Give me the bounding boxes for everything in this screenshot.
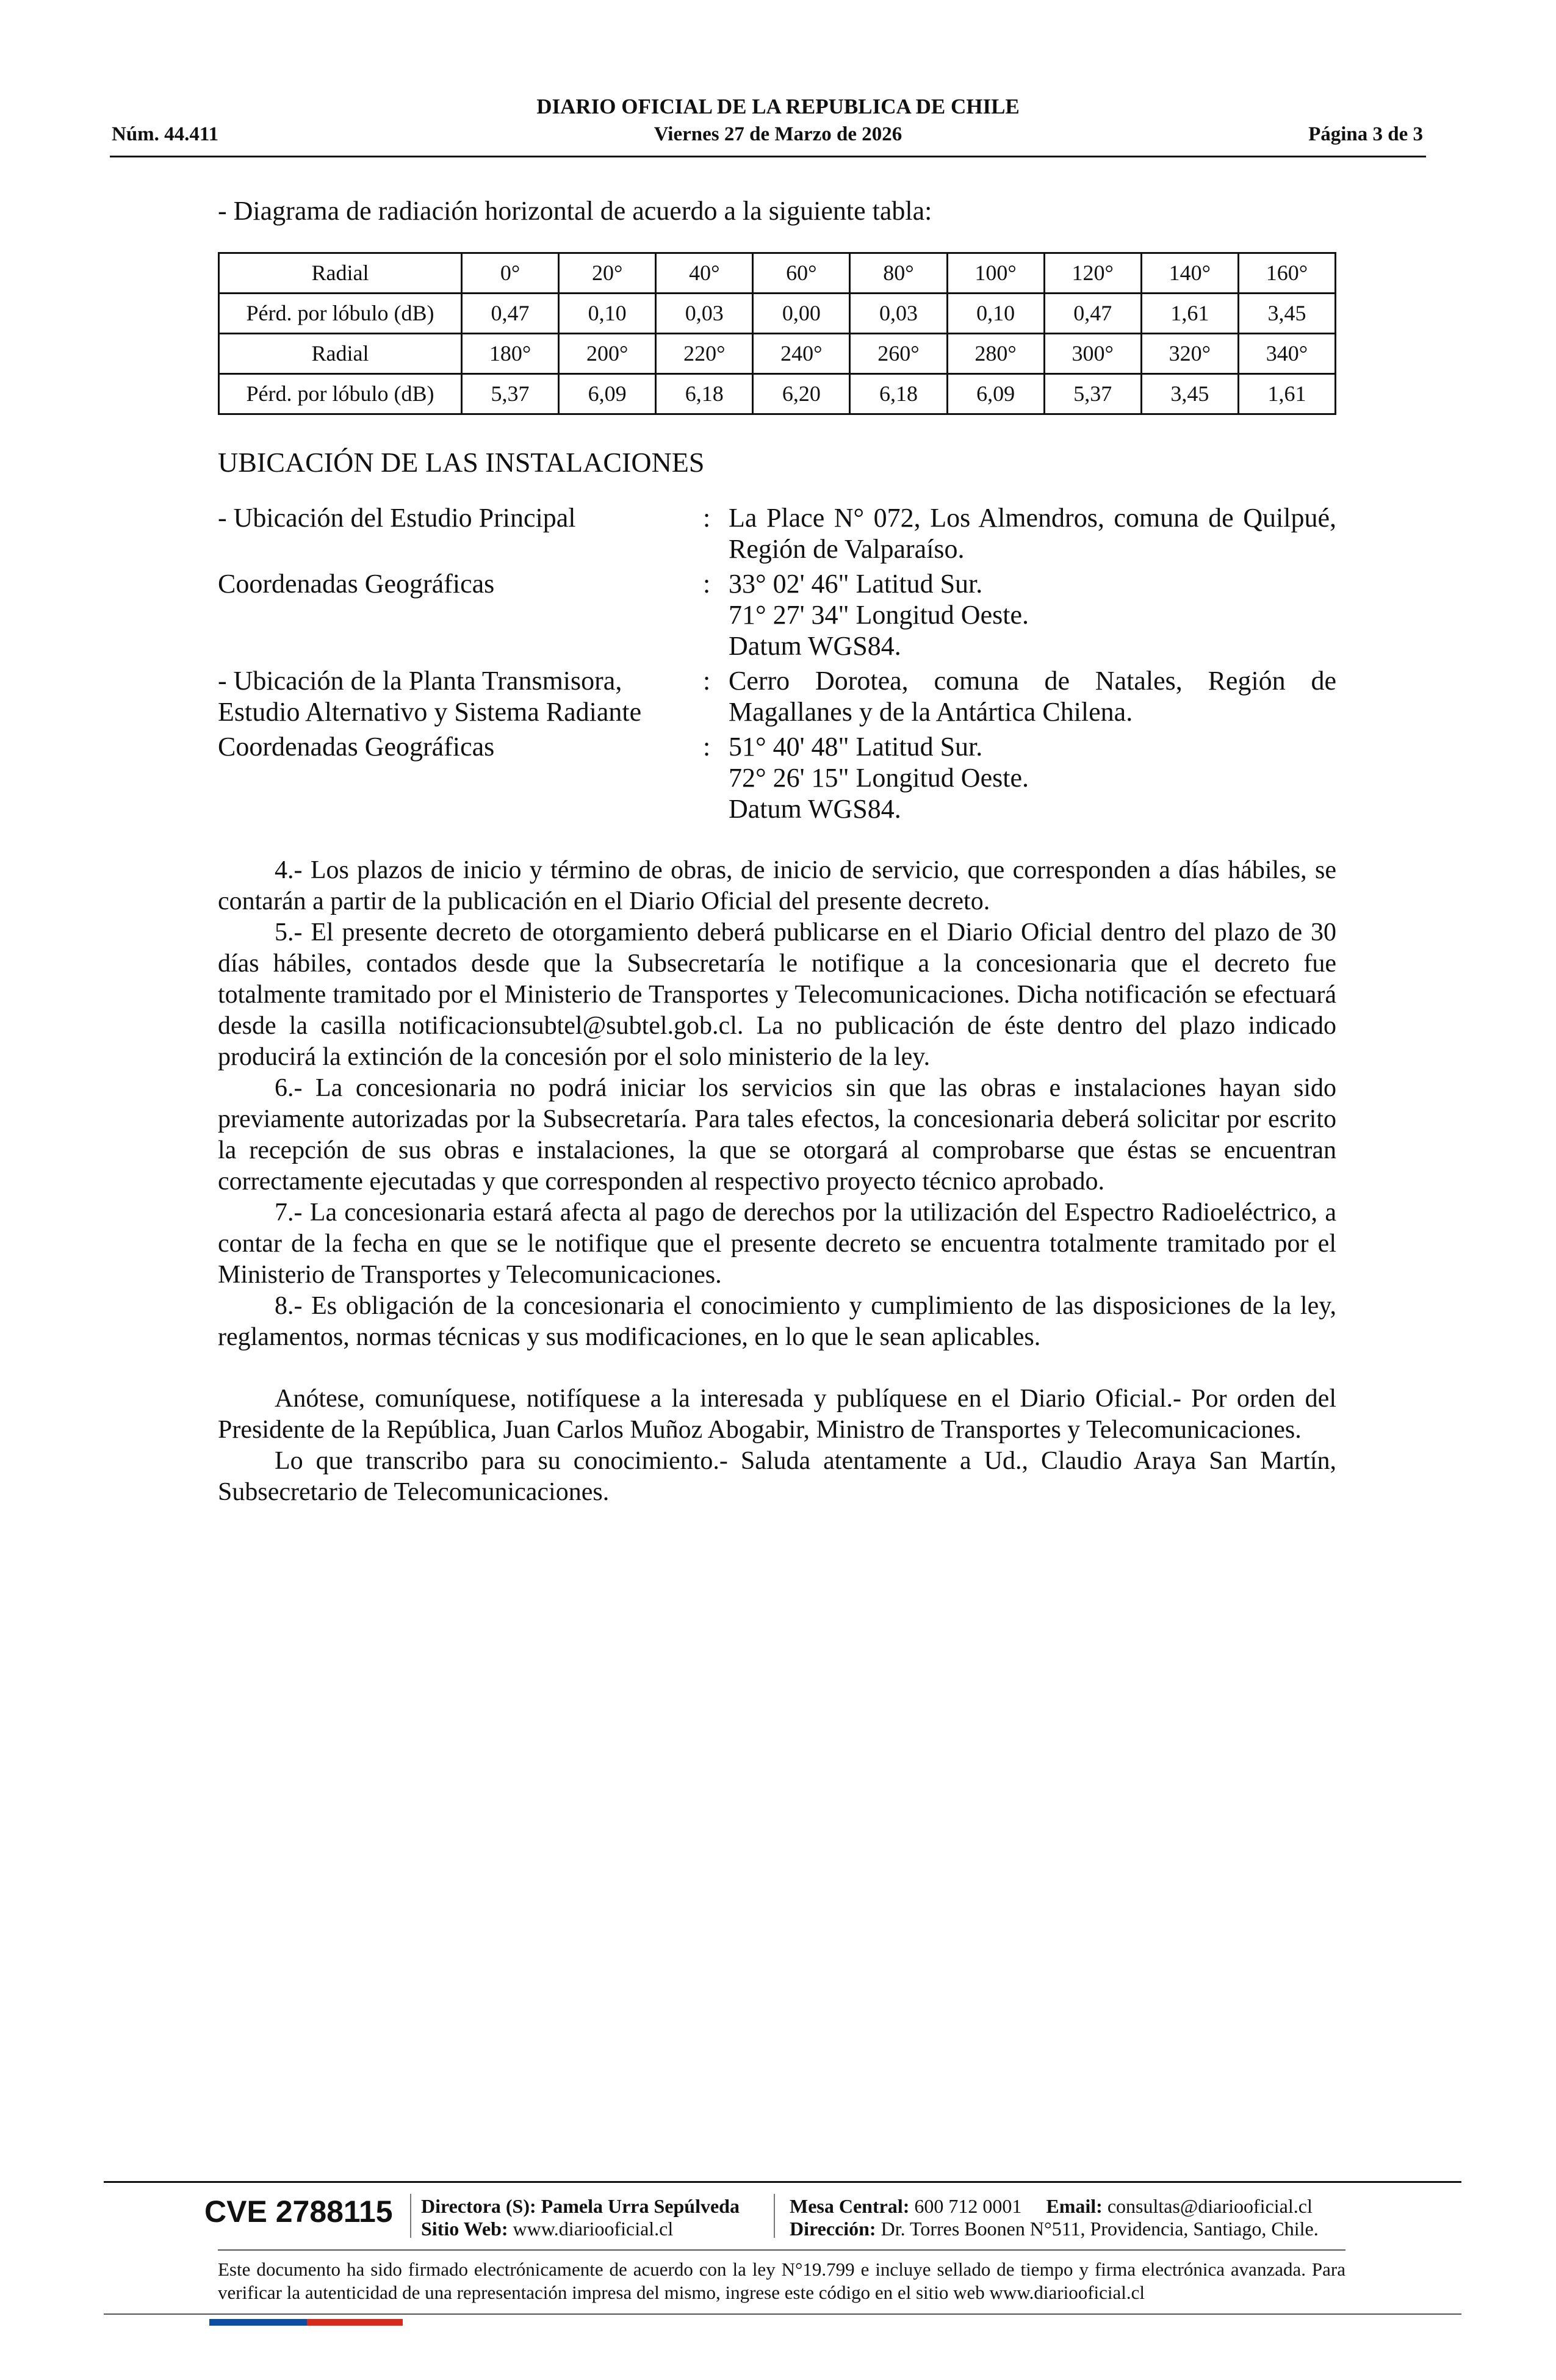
plant-longitude: 72° 26' 15" Longitud Oeste. xyxy=(729,763,1029,793)
footer-divider xyxy=(218,2249,1345,2251)
table-row xyxy=(219,374,1336,414)
address-value: Dr. Torres Boonen N°511, Providencia, Santiago, Chile. xyxy=(881,2218,1319,2240)
colon: : xyxy=(703,732,711,762)
articles xyxy=(218,855,1336,1508)
article-7: 7.- La concesionaria estará afecta al pago de derechos por la utilización del Espectro Radioeléctrico, a contar de la fecha en que se le notifique que el presente decreto se encuentra totalmente tramitado por el Ministerio de Transportes y Telecomunicaciones. xyxy=(218,1199,1336,1289)
footer-contacts-right xyxy=(790,2195,1319,2240)
table-cell: 160° xyxy=(1238,253,1335,294)
colon: : xyxy=(703,569,711,599)
studio-latitude: 33° 02' 46" Latitud Sur. xyxy=(729,569,983,599)
studio-coords-row xyxy=(218,568,1336,662)
signature-notice: Este documento ha sido firmado electrónicamente de acuerdo con la ley N°19.799 e incluye sellado de tiempo y firma electrónica avanzada. Para verificar la autenticidad de una representación impresa del mismo, ingrese este código en el sitio web www.diariooficial.cl xyxy=(218,2259,1345,2303)
table-cell: 60° xyxy=(753,253,850,294)
closing-paragraph: Anótese, comuníquese, notifíquese a la interesada y publíquese en el Diario Oficial.- Por orden del Presidente de la República, Juan Carlos Muñoz Abogabir, Ministro de Transportes y Telecomunicaciones. xyxy=(218,1385,1336,1444)
plant-datum: Datum WGS84. xyxy=(729,794,901,824)
table-cell: 5,37 xyxy=(462,374,559,414)
article-5: 5.- El presente decreto de otorgamiento deberá publicarse en el Diario Oficial dentro del plazo de 30 días hábiles, contados desde que la Subsecretaría le notifique a la concesionaria que el decreto fue totalmente tramitado por el Ministerio de Transportes y Telecomunicaciones. Dicha notificación se efectuará desde la casilla notificacionsubtel@subtel.gob.cl. La no publicación de éste dentro del plazo indicado producirá la extinción de la concesión por el solo ministerio de la ley. xyxy=(218,918,1336,1071)
cve-code: CVE 2788115 xyxy=(204,2194,393,2229)
studio-datum: Datum WGS84. xyxy=(729,631,901,661)
email-link[interactable]: consultas@diariooficial.cl xyxy=(1107,2195,1313,2217)
article-6: 6.- La concesionaria no podrá iniciar los servicios sin que las obras e instalaciones hayan sido previamente autorizadas por la Subsecretaría. Para tales efectos, la concesionaria deberá solicitar por escrito la recepción de sus obras e instalaciones, la que se otorgará al comprobarse que éstas se encuentran correctamente ejecutadas y que corresponden al respectivo proyecto técnico aprobado. xyxy=(218,1074,1336,1195)
table-cell: 140° xyxy=(1141,253,1238,294)
colon: : xyxy=(703,503,711,533)
footer-separator xyxy=(410,2194,411,2238)
table-cell: 6,18 xyxy=(656,374,753,414)
table-cell: 1,61 xyxy=(1238,374,1335,414)
footer-separator xyxy=(774,2194,775,2238)
table-cell: 0,10 xyxy=(947,294,1044,334)
table-cell: 100° xyxy=(947,253,1044,294)
email-label: Email: xyxy=(1046,2195,1103,2217)
table-cell: 5,37 xyxy=(1044,374,1141,414)
table-cell: 120° xyxy=(1044,253,1141,294)
table-cell: 0,03 xyxy=(850,294,947,334)
studio-location-value: La Place N° 072, Los Almendros, comuna de Quilpué, Región de Valparaíso. xyxy=(729,503,1336,564)
studio-location-row xyxy=(218,502,1336,564)
footer-divider-bottom xyxy=(104,2313,1461,2315)
table-cell: 260° xyxy=(850,334,947,374)
director-label: Directora (S): xyxy=(421,2195,536,2217)
plant-location-label xyxy=(218,665,703,727)
table-cell: 6,09 xyxy=(947,374,1044,414)
plant-coords-row xyxy=(218,731,1336,824)
table-cell: 6,18 xyxy=(850,374,947,414)
table-cell: 1,61 xyxy=(1141,294,1238,334)
section-title: UBICACIÓN DE LAS INSTALACIONES xyxy=(218,447,705,478)
plant-location-row xyxy=(218,665,1336,727)
table-cell: 20° xyxy=(559,253,656,294)
studio-coords-value xyxy=(729,568,1336,662)
table-cell: 340° xyxy=(1238,334,1335,374)
table-row xyxy=(219,334,1336,374)
table-cell: 3,45 xyxy=(1141,374,1238,414)
studio-location-label: - Ubicación del Estudio Principal xyxy=(218,503,576,533)
row-header-cell: Pérd. por lóbulo (dB) xyxy=(219,374,462,414)
colon: : xyxy=(703,666,711,696)
table-cell: 0° xyxy=(462,253,559,294)
row-header-cell: Radial xyxy=(219,334,462,374)
coords-label: Coordenadas Geográficas xyxy=(218,569,495,599)
table-row xyxy=(219,294,1336,334)
website-label: Sitio Web: xyxy=(421,2218,508,2240)
table-cell: 0,03 xyxy=(656,294,753,334)
table-cell: 40° xyxy=(656,253,753,294)
closing-signature: Lo que transcribo para su conocimiento.- Saluda atentamente a Ud., Claudio Araya San Martín, Subsecretario de Telecomunicaciones. xyxy=(218,1447,1336,1506)
row-header-cell: Pérd. por lóbulo (dB) xyxy=(219,294,462,334)
table-cell: 280° xyxy=(947,334,1044,374)
article-4: 4.- Los plazos de inicio y término de obras, de inicio de servicio, que corresponden a días hábiles, se contarán a partir de la publicación en el Diario Oficial del presente decreto. xyxy=(218,856,1336,915)
plant-label-line-1: - Ubicación de la Planta Transmisora, xyxy=(218,666,622,696)
phone-label: Mesa Central: xyxy=(790,2195,910,2217)
table-cell: 320° xyxy=(1141,334,1238,374)
table-cell: 220° xyxy=(656,334,753,374)
plant-location-value: Cerro Dorotea, comuna de Natales, Región de Magallanes y de la Antártica Chilena. xyxy=(729,666,1336,727)
table-cell: 240° xyxy=(753,334,850,374)
website-link[interactable]: www.diariooficial.cl xyxy=(513,2218,674,2240)
issue-number: Núm. 44.411 xyxy=(112,123,219,145)
table-cell: 80° xyxy=(850,253,947,294)
table-row xyxy=(219,253,1336,294)
table-cell: 180° xyxy=(462,334,559,374)
table-cell: 0,10 xyxy=(559,294,656,334)
table-cell: 200° xyxy=(559,334,656,374)
flag-stripe-red xyxy=(307,2319,403,2326)
row-header-cell: Radial xyxy=(219,253,462,294)
table-cell: 6,09 xyxy=(559,374,656,414)
table-cell: 300° xyxy=(1044,334,1141,374)
table-cell: 0,00 xyxy=(753,294,850,334)
header-divider xyxy=(110,156,1426,157)
director-name: Pamela Urra Sepúlveda xyxy=(541,2195,740,2217)
table-cell: 0,47 xyxy=(462,294,559,334)
table-cell: 6,20 xyxy=(753,374,850,414)
footer-divider-top xyxy=(104,2181,1461,2183)
studio-longitude: 71° 27' 34" Longitud Oeste. xyxy=(729,600,1029,630)
article-8: 8.- Es obligación de la concesionaria el conocimiento y cumplimiento de las disposiciones de la ley, reglamentos, normas técnicas y sus modificaciones, en lo que le sean aplicables. xyxy=(218,1292,1336,1351)
radiation-table xyxy=(218,252,1336,415)
address-label: Dirección: xyxy=(790,2218,876,2240)
phone-value: 600 712 0001 xyxy=(914,2195,1022,2217)
document-body xyxy=(218,195,1336,1508)
table-cell: 0,47 xyxy=(1044,294,1141,334)
plant-label-line-2: Estudio Alternativo y Sistema Radiante xyxy=(218,697,642,727)
plant-coords-value xyxy=(729,731,1336,824)
footer-contacts-left xyxy=(421,2195,740,2240)
flag-stripe-blue xyxy=(209,2319,307,2326)
issue-date: Viernes 27 de Marzo de 2026 xyxy=(654,123,902,145)
coords-label: Coordenadas Geográficas xyxy=(218,732,495,762)
table-intro: - Diagrama de radiación horizontal de acuerdo a la siguiente tabla: xyxy=(218,196,932,226)
plant-latitude: 51° 40' 48" Latitud Sur. xyxy=(729,732,983,762)
page-indicator: Página 3 de 3 xyxy=(1308,123,1423,145)
newspaper-title: DIARIO OFICIAL DE LA REPUBLICA DE CHILE xyxy=(536,95,1020,118)
table-cell: 3,45 xyxy=(1238,294,1335,334)
